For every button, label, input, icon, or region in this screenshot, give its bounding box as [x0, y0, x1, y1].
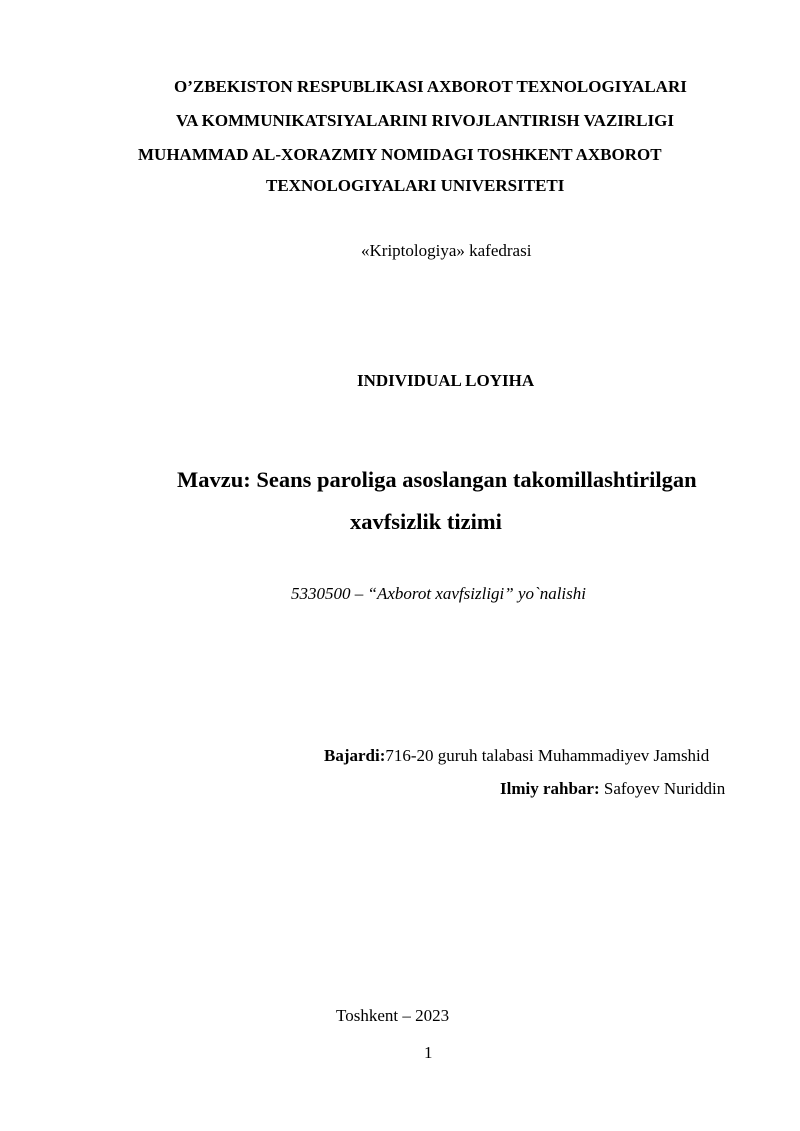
- department-name: «Kriptologiya» kafedrasi: [361, 241, 532, 260]
- performer-value: 716-20 guruh talabasi Muhammadiyev Jamshid: [385, 746, 710, 765]
- supervisor-value: Safoyev Nuriddin: [599, 779, 726, 798]
- university-line-2: TEXNOLOGIYALARI UNIVERSITETI: [266, 176, 565, 195]
- place-and-year: Toshkent – 2023: [336, 1006, 450, 1025]
- ministry-line-1: O’ZBEKISTON RESPUBLIKASI AXBOROT TEXNOLOGIYALARI: [174, 77, 687, 96]
- document-type: INDIVIDUAL LOYIHA: [357, 371, 535, 390]
- supervisor-label: Ilmiy rahbar:: [500, 779, 600, 798]
- topic-line-2: xavfsizlik tizimi: [350, 509, 502, 534]
- performer-credit: [324, 747, 709, 764]
- page-number: 1: [424, 1043, 433, 1062]
- topic-line-1: Mavzu: Seans paroliga asoslangan takomillashtirilgan: [177, 467, 697, 492]
- ministry-line-2: VA KOMMUNIKATSIYALARINI RIVOJLANTIRISH VAZIRLIGI: [176, 111, 674, 130]
- university-line-1: MUHAMMAD AL-XORAZMIY NOMIDAGI TOSHKENT AXBOROT: [138, 145, 662, 164]
- supervisor-credit: [500, 780, 725, 797]
- performer-label: Bajardi:: [324, 746, 386, 765]
- study-direction: 5330500 – “Axborot xavfsizligi” yo`nalishi: [291, 584, 586, 603]
